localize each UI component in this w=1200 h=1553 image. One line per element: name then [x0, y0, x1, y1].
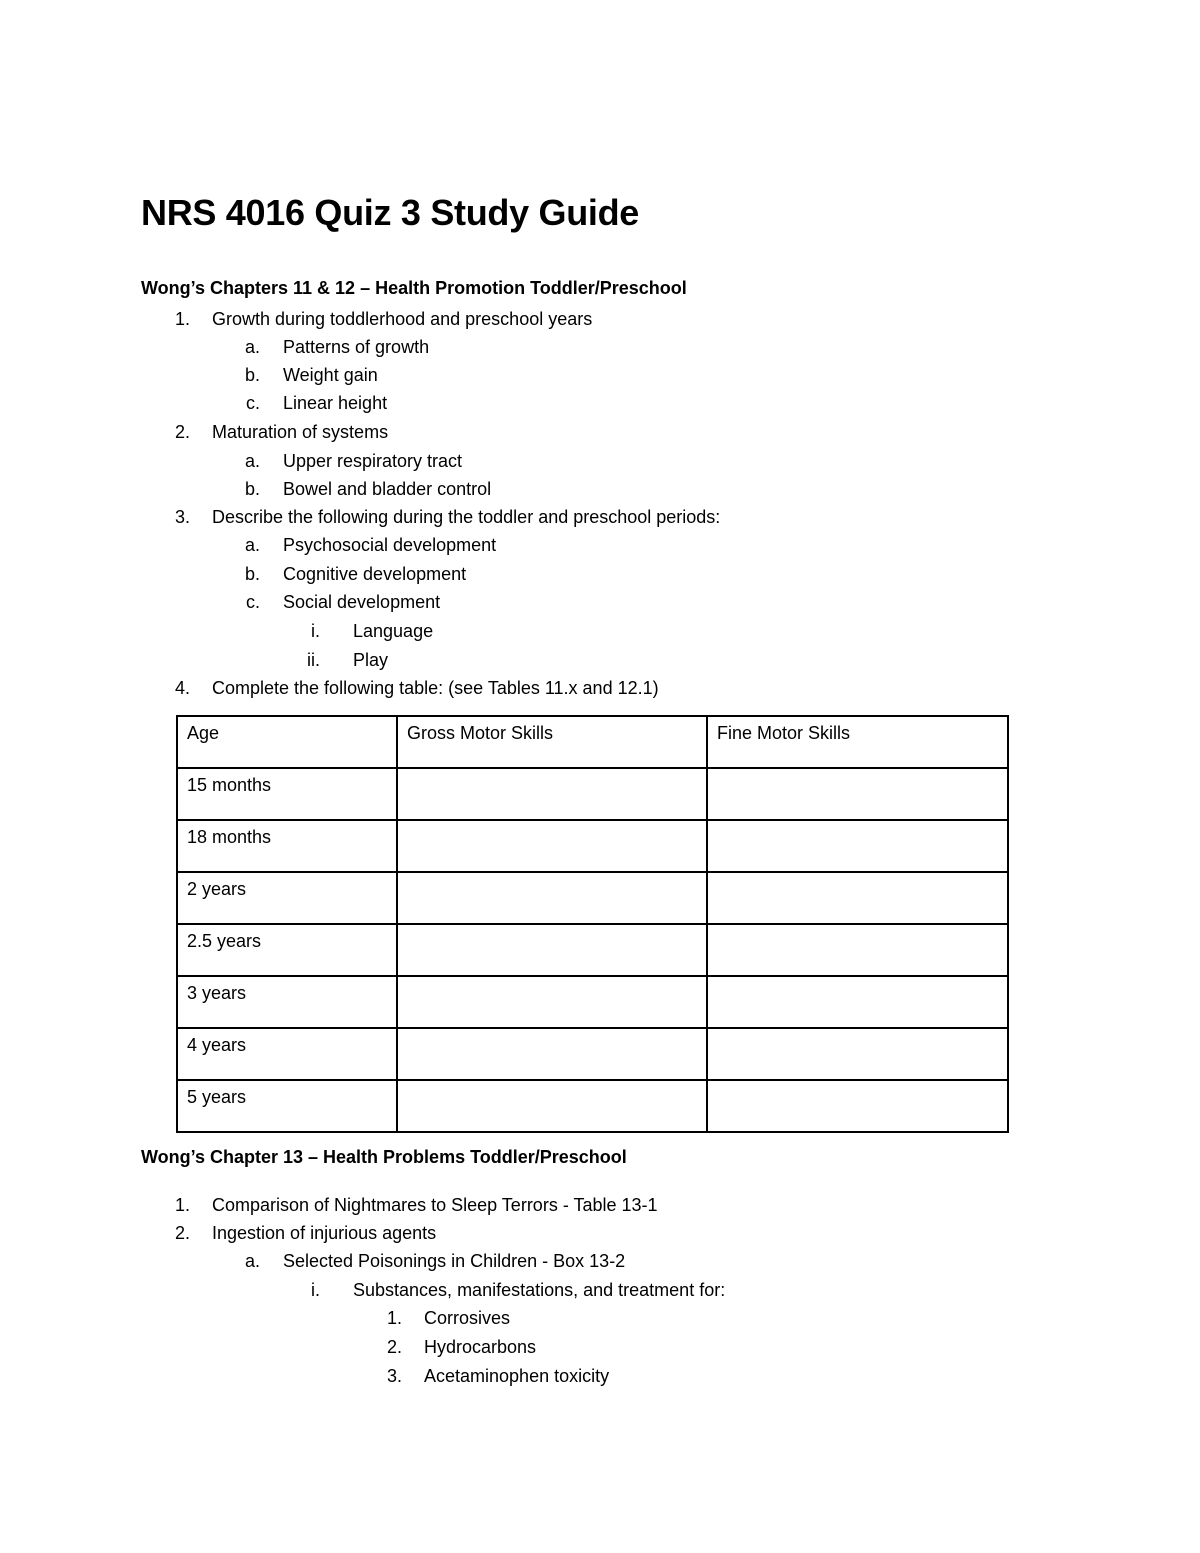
table-cell-gross: [397, 924, 707, 976]
list-text: Language: [353, 621, 434, 641]
list-text: Cognitive development: [283, 564, 467, 584]
list-marker: 1.: [174, 309, 190, 329]
table-row: [177, 768, 1008, 820]
list-marker: a.: [244, 337, 260, 357]
list-text: Upper respiratory tract: [283, 451, 463, 471]
list-text: Growth during toddlerhood and preschool years: [212, 309, 593, 329]
list-marker: 3.: [174, 507, 190, 527]
list-marker: a.: [244, 1251, 260, 1271]
table-row: [177, 976, 1008, 1028]
list-text: Selected Poisonings in Children - Box 13-2: [283, 1251, 626, 1271]
table-cell-gross: [397, 872, 707, 924]
list-marker: 2.: [386, 1337, 402, 1357]
list-marker: c.: [245, 393, 260, 413]
list-marker: i.: [311, 621, 320, 641]
list-marker: a.: [244, 451, 260, 471]
table-header-row: [177, 716, 1008, 768]
table-cell-age: 4 years: [177, 1028, 397, 1080]
list-marker: b.: [244, 479, 260, 499]
list-text: Substances, manifestations, and treatment for:: [353, 1280, 726, 1300]
list-text: Comparison of Nightmares to Sleep Terrors - Table 13-1: [212, 1195, 658, 1215]
list-marker: 2.: [174, 422, 190, 442]
table-cell-fine: [707, 768, 1008, 820]
section-heading-ch13: Wong’s Chapter 13 – Health Problems Toddler/Preschool: [141, 1147, 627, 1167]
list-text: Describe the following during the toddler and preschool periods:: [212, 507, 721, 527]
list-marker: 4.: [174, 678, 190, 698]
list-marker: 1.: [174, 1195, 190, 1215]
list-text: Bowel and bladder control: [283, 479, 492, 499]
table-row: [177, 872, 1008, 924]
table-cell-gross: [397, 768, 707, 820]
list-marker: 1.: [386, 1308, 402, 1328]
table-cell-fine: [707, 976, 1008, 1028]
table-header-cell: Age: [177, 716, 397, 768]
list-text: Corrosives: [424, 1308, 511, 1328]
table-cell-fine: [707, 820, 1008, 872]
table-cell-fine: [707, 872, 1008, 924]
table-cell-age: 3 years: [177, 976, 397, 1028]
list-marker: ii.: [307, 650, 320, 670]
list-marker: b.: [244, 365, 260, 385]
table-row: [177, 1028, 1008, 1080]
list-marker: b.: [244, 564, 260, 584]
section-heading-ch11-12: Wong’s Chapters 11 & 12 – Health Promotion Toddler/Preschool: [141, 278, 687, 298]
table-cell-age: 18 months: [177, 820, 397, 872]
list-marker: c.: [245, 592, 260, 612]
list-marker: 2.: [174, 1223, 190, 1243]
table-cell-gross: [397, 1028, 707, 1080]
table-cell-age: 2 years: [177, 872, 397, 924]
table-cell-age: 2.5 years: [177, 924, 397, 976]
motor-skills-table: [176, 715, 1009, 1133]
table-cell-gross: [397, 1080, 707, 1132]
table-header-cell: Fine Motor Skills: [707, 716, 1008, 768]
document-title: NRS 4016 Quiz 3 Study Guide: [141, 192, 640, 233]
list-marker: a.: [244, 535, 260, 555]
table-row: [177, 1080, 1008, 1132]
table-header-cell: Gross Motor Skills: [397, 716, 707, 768]
list-text: Social development: [283, 592, 441, 612]
list-text: Ingestion of injurious agents: [212, 1223, 437, 1243]
table-cell-gross: [397, 976, 707, 1028]
list-marker: i.: [311, 1280, 320, 1300]
table-cell-gross: [397, 820, 707, 872]
table-row: [177, 820, 1008, 872]
table-cell-fine: [707, 1028, 1008, 1080]
table-cell-fine: [707, 1080, 1008, 1132]
table-cell-fine: [707, 924, 1008, 976]
list-text: Play: [353, 650, 389, 670]
table-cell-age: 15 months: [177, 768, 397, 820]
list-text: Hydrocarbons: [424, 1337, 537, 1357]
list-text: Weight gain: [283, 365, 378, 385]
list-text: Psychosocial development: [283, 535, 497, 555]
list-text: Linear height: [283, 393, 388, 413]
list-text: Patterns of growth: [283, 337, 430, 357]
list-text: Complete the following table: (see Tables 11.x and 12.1): [212, 678, 659, 698]
list-marker: 3.: [386, 1366, 402, 1386]
list-text: Maturation of systems: [212, 422, 389, 442]
table-row: [177, 924, 1008, 976]
list-text: Acetaminophen toxicity: [424, 1366, 610, 1386]
table-cell-age: 5 years: [177, 1080, 397, 1132]
